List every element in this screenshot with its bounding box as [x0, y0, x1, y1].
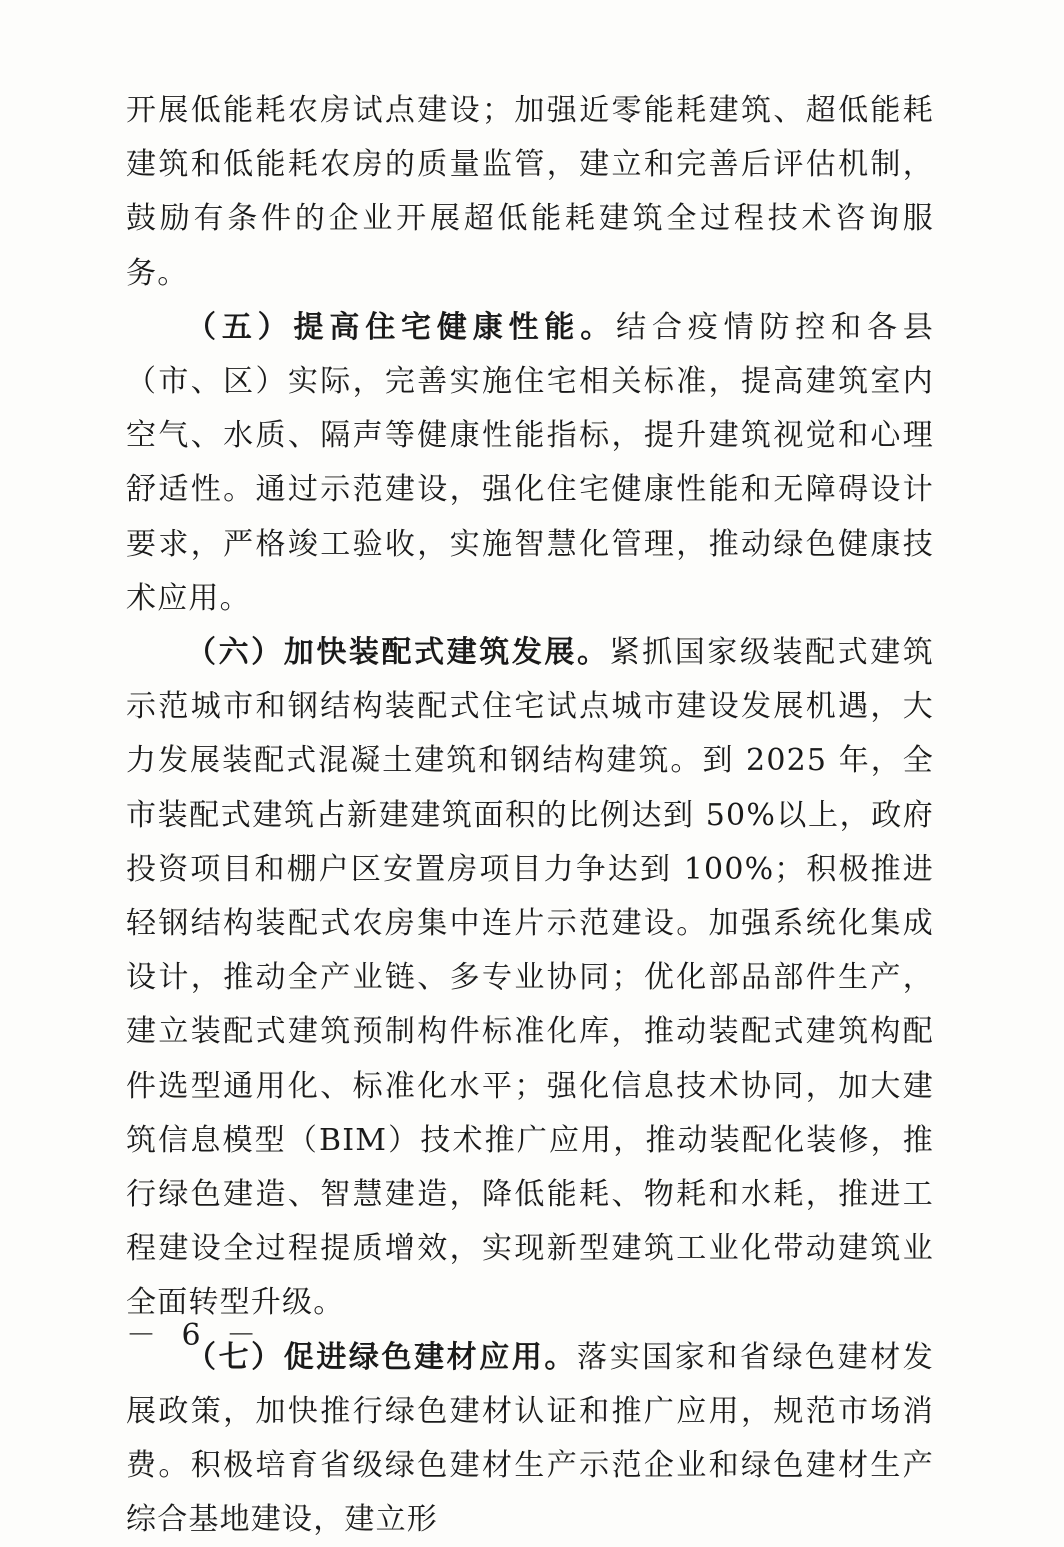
paragraph-heading: （七）促进绿色建材应用。	[186, 1339, 577, 1375]
paragraph-2	[126, 301, 934, 626]
paragraph-3	[126, 626, 934, 1331]
paragraph-1	[126, 84, 934, 301]
paragraph-heading: （六）加快装配式建筑发展。	[186, 635, 610, 671]
paragraph-heading: （五）提高住宅健康性能。	[186, 309, 617, 345]
paragraph-text: 结合疫情防控和各县（市、区）实际，完善实施住宅相关标准，提高建筑室内空气、水质、隔声等健康性能指标，提升建筑视觉和心理舒适性。通过示范建设，强化住宅健康性能和无障碍设计要求，严格竣工验收，实施智慧化管理，推动绿色健康技术应用。	[126, 309, 934, 616]
paragraph-text: 落实国家和省绿色建材发展政策，加快推行绿色建材认证和推广应用，规范市场消费。积极培育省级绿色建材生产示范企业和绿色建材生产综合基地建设，建立形	[126, 1339, 934, 1538]
page-number: － 6 －	[126, 1318, 265, 1353]
paragraph-4	[126, 1331, 934, 1547]
paragraph-text: 紧抓国家级装配式建筑示范城市和钢结构装配式住宅试点城市建设发展机遇，大力发展装配式混凝土建筑和钢结构建筑。到 2025 年，全市装配式建筑占新建建筑面积的比例达到 50%以上，政府投资项目和棚户区安置房项目力争达到 100%；积极推进轻钢结构装配式农房集中连片示范建设。加强系统化集成设计，推动全产业链、多专业协同；优化部品部件生产，建立装配式建筑预制构件标准化库，推动装配式建筑构配件选型通用化、标准化水平；强化信息技术协同，加大建筑信息模型（BIM）技术推广应用，推动装配化装修，推行绿色建造、智慧建造，降低能耗、物耗和水耗，推进工程建设全过程提质增效，实现新型建筑工业化带动建筑业全面转型升级。	[126, 635, 934, 1321]
paragraph-text: 开展低能耗农房试点建设；加强近零能耗建筑、超低能耗建筑和低能耗农房的质量监管，建立和完善后评估机制，鼓励有条件的企业开展超低能耗建筑全过程技术咨询服务。	[126, 93, 934, 291]
